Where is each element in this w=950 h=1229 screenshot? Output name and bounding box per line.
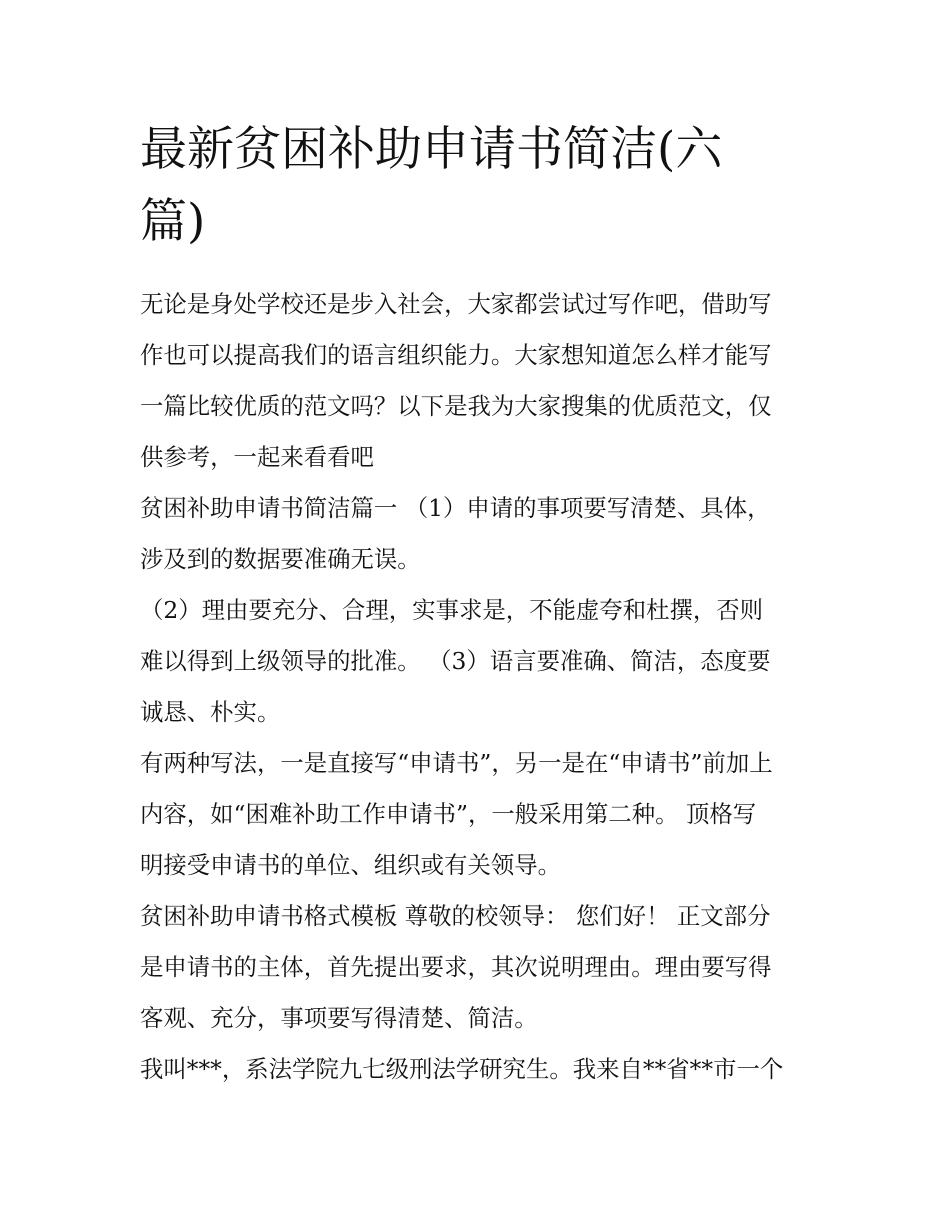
document-body <box>140 279 830 1095</box>
paragraph-self-introduction: 我叫***，系法学院九七级刑法学研究生。我来自**省**市一个 <box>140 1055 784 1083</box>
paragraph-intro: 无论是身处学校还是步入社会，大家都尝试过写作吧，借助写 作也可以提高我们的语言组织能力。大家想知道怎么样才能写 一篇比较优质的范文吗？以下是我为大家搜集的优质范文，仅 供参考，一起来看看吧 <box>140 290 772 471</box>
document-title: 最新贫困补助申请书简洁(六 篇) <box>140 122 723 249</box>
paragraph-writing-methods: 有两种写法，一是直接写“申请书”，另一是在“申请书”前加上 内容，如“困难补助工作申请书”，一般采用第二种。 顶格写 明接受申请书的单位、组织或有关领导。 <box>140 749 773 879</box>
paragraph-section-one: 贫困补助申请书简洁篇一 （1）申请的事项要写清楚、具体， 涉及到的数据要准确无误。 <box>140 494 771 573</box>
paragraph-reasons: （2）理由要充分、合理，实事求是，不能虚夸和杜撰，否则 难以得到上级领导的批准。 （3）语言要准确、简洁，态度要 诚恳、朴实。 <box>140 596 771 726</box>
paragraph-format-template: 贫困补助申请书格式模板 尊敬的校领导： 您们好！ 正文部分 是申请书的主体，首先提出要求，其次说明理由。理由要写得 客观、充分，事项要写得清楚、简洁。 <box>140 902 772 1032</box>
